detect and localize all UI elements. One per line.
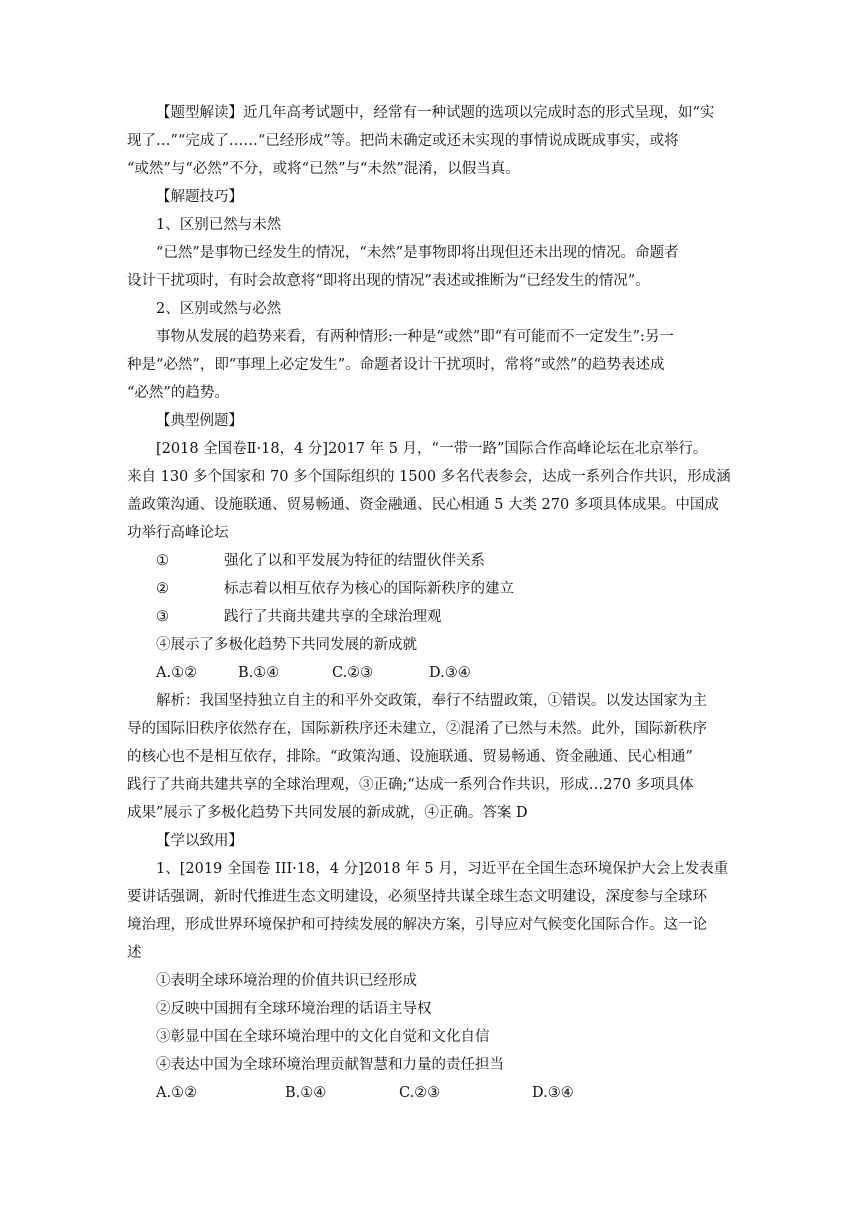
skill-2-line: “必然”的趋势。: [127, 385, 229, 401]
intro-paragraph: [127, 99, 734, 183]
intro-line: 【题型解读】近几年高考试题中，经常有一种试题的选项以完成时态的形式呈现，如“实: [156, 105, 715, 121]
option-number: ③: [156, 609, 169, 625]
analysis-line: 成果”展示了多极化趋势下共同发展的新成就，④正确。答案 D: [127, 805, 528, 821]
practice-question-line: 境治理，形成世界环境保护和可持续发展的解决方案，引导应对气候变化国际合作。这一论: [127, 917, 707, 933]
example-option: [127, 575, 734, 603]
choice-b: B.①④: [285, 1085, 327, 1101]
analysis-line: 导的国际旧秩序依然存在，国际新秩序还未建立，②混淆了已然与未然。此外，国际新秩序: [127, 721, 707, 737]
analysis-line: 践行了共商共建共享的全球治理观，③正确;“达成一系列合作共识，形成…270 多项具体: [127, 777, 694, 793]
choice-c: C.②③: [332, 665, 374, 681]
example-heading: 【典型例题】: [156, 413, 243, 429]
document-content: [127, 99, 734, 1107]
practice-option: ④表达中国为全球环境治理贡献智慧和力量的责任担当: [156, 1057, 504, 1073]
option-text: 标志着以相互依存为核心的国际新秩序的建立: [224, 581, 514, 597]
example-question-line: 功举行高峰论坛: [127, 525, 229, 541]
choice-d: D.③④: [532, 1085, 574, 1101]
practice-option: ①表明全球环境治理的价值共识已经形成: [156, 973, 417, 989]
example-option: [127, 547, 734, 575]
skill-2-line: 事物从发展的趋势来看，有两种情形:一种是“或然”即“有可能而不一定发生”:另一: [156, 329, 674, 345]
example-question-line: 来自 130 多个国家和 70 多个国际组织的 1500 多名代表参会，达成一系列合作共识，形成涵: [127, 469, 731, 485]
skills-heading: 【解题技巧】: [156, 189, 243, 205]
choice-a: A.①②: [156, 1085, 198, 1101]
option-number: ②: [156, 581, 169, 597]
example-choices: [127, 659, 734, 687]
skill-1-paragraph: [127, 239, 734, 295]
example-option: [127, 603, 734, 631]
example-question: [127, 435, 734, 547]
practice-question: [127, 855, 734, 967]
practice-question-line: 要讲话强调，新时代推进生态文明建设，必须坚持共谋全球生态文明建设，深度参与全球环: [127, 889, 707, 905]
choice-d: D.③④: [429, 665, 471, 681]
option-text: 强化了以和平发展为特征的结盟伙伴关系: [224, 553, 485, 569]
option-number: ①: [156, 553, 169, 569]
skill-2-line: 种是“必然”，即“事理上必定发生”。命题者设计干扰项时，常将“或然”的趋势表述成: [127, 357, 665, 373]
choice-a: A.①②: [156, 665, 198, 681]
practice-option: ③彰显中国在全球环境治理中的文化自觉和文化自信: [156, 1029, 490, 1045]
skill-2-paragraph: [127, 323, 734, 407]
example-question-line: [2018 全国卷Ⅱ·18，4 分]2017 年 5 月，“一带一路”国际合作高峰论坛在北京举行。: [156, 441, 708, 457]
analysis-line: 的核心也不是相互依存，排除。“政策沟通、设施联通、贸易畅通、资金融通、民心相通”: [127, 749, 693, 765]
example-option: ④展示了多极化趋势下共同发展的新成就: [156, 637, 417, 653]
skill-1-line: “已然”是事物已经发生的情况，“未然”是事物即将出现但还未出现的情况。命题者: [156, 245, 679, 261]
example-question-line: 盖政策沟通、设施联通、贸易畅通、资金融通、民心相通 5 大类 270 多项具体成果。中国成: [127, 497, 719, 513]
option-text: 践行了共商共建共享的全球治理观: [224, 609, 442, 625]
intro-line: 现了…”“完成了……“已经形成”等。把尚未确定或还未实现的事情说成既成事实，或将: [127, 133, 679, 149]
skill-1-line: 设计干扰项时，有时会故意将“即将出现的情况”表述或推断为“已经发生的情况”。: [127, 273, 650, 289]
choice-b: B.①④: [238, 665, 280, 681]
practice-question-line: 1、[2019 全国卷 III·18，4 分]2018 年 5 月，习近平在全国生态环境保护大会上发表重: [156, 861, 729, 877]
practice-heading: 【学以致用】: [156, 833, 243, 849]
practice-choices: [127, 1079, 734, 1107]
skill-1-title: 1、区别已然与未然: [156, 217, 282, 233]
skill-2-title: 2、区别或然与必然: [156, 301, 282, 317]
example-analysis: [127, 687, 734, 827]
intro-line: “或然”与“必然”不分，或将“已然”与“未然”混淆，以假当真。: [127, 161, 520, 177]
practice-question-line: 述: [127, 945, 142, 961]
practice-option: ②反映中国拥有全球环境治理的话语主导权: [156, 1001, 432, 1017]
choice-c: C.②③: [399, 1085, 441, 1101]
analysis-line: 解析：我国坚持独立自主的和平外交政策，奉行不结盟政策，①错误。以发达国家为主: [156, 693, 707, 709]
